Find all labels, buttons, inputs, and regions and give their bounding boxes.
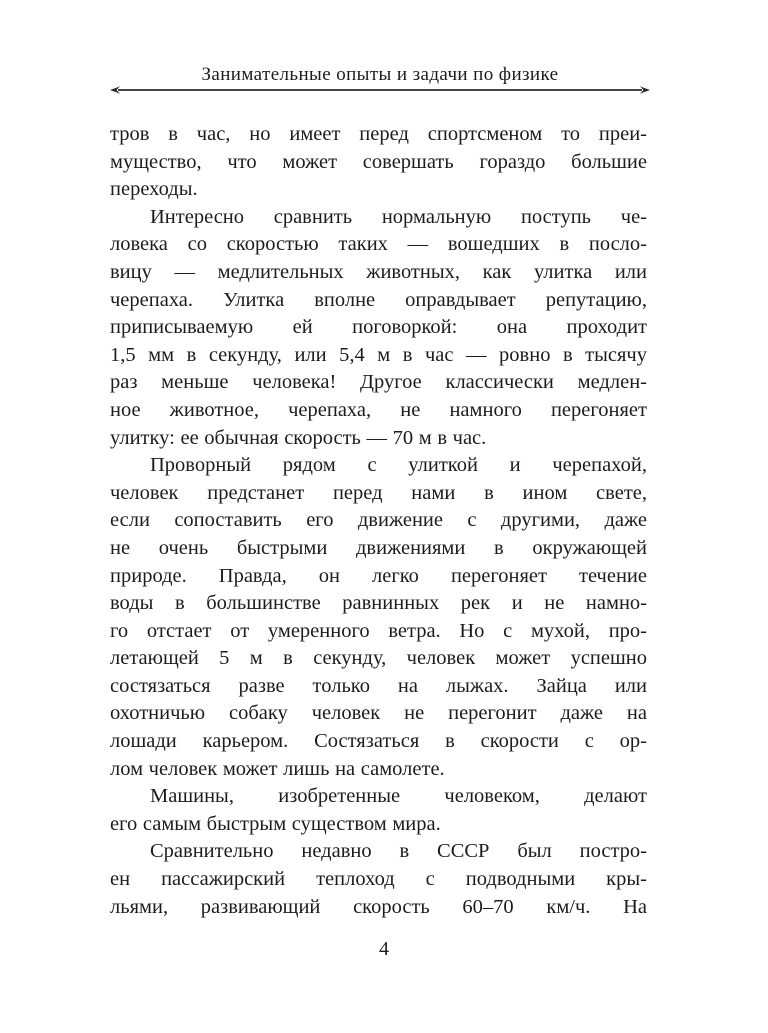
text-line: Сравнительно недавно в СССР был постро- (150, 840, 647, 863)
text-line: не очень быстрыми движениями в окружающей (110, 536, 647, 559)
text-line: улитку: ее обычная скорость — 70 м в час. (110, 426, 487, 449)
text-line: состязаться разве только на лыжах. Зайца или (110, 674, 647, 697)
text-line: вицу — медлительных животных, как улитка или (110, 260, 647, 283)
paragraph (110, 121, 647, 204)
text-line: лом человек может лишь на самолете. (110, 757, 445, 780)
paragraph (110, 838, 647, 921)
text-line: раз меньше человека! Другое классически медлен- (110, 371, 647, 394)
text-line: Машины, изобретенные человеком, делают (150, 785, 647, 808)
text-line: ен пассажирский теплоход с подводными кры- (110, 868, 647, 891)
text-line: льями, развивающий скорость 60–70 км/ч. На (110, 895, 647, 918)
text-line: черепаха. Улитка вполне оправдывает репутацию, (110, 288, 647, 311)
text-line: ловека со скоростью таких — вошедших в посло- (110, 233, 647, 256)
paragraph (110, 783, 647, 838)
text-line: переходы. (110, 178, 198, 201)
text-line: Проворный рядом с улиткой и черепахой, (150, 454, 647, 477)
paragraph (110, 452, 647, 783)
page-number: 4 (379, 938, 389, 960)
text-line: его самым быстрым существом мира. (110, 812, 441, 835)
text-line: тров в час, но имеет перед спортсменом то преи- (110, 123, 647, 145)
running-header-title: Занимательные опыты и задачи по физике (201, 64, 559, 85)
text-line: если сопоставить его движение с другими, даже (110, 509, 647, 532)
text-line: лошади карьером. Состязаться в скорости с ор- (110, 730, 647, 753)
text-line: Интересно сравнить нормальную поступь че- (150, 205, 647, 228)
paragraph (110, 204, 647, 452)
text-line: приписываемую ей поговоркой: она проходит (110, 316, 647, 339)
text-block (110, 121, 647, 921)
text-line: воды в большинстве равнинных рек и не намно- (110, 592, 647, 615)
header-rule (110, 84, 650, 96)
text-line: го отстает от умеренного ветра. Но с мухой, про- (110, 619, 647, 642)
text-line: охотничью собаку человек не перегонит даже на (110, 702, 647, 725)
text-line: человек предстанет перед нами в ином свете, (110, 481, 647, 504)
text-line: природе. Правда, он легко перегоняет течение (110, 564, 647, 587)
text-line: мущество, что может совершать гораздо большие (110, 150, 647, 173)
text-line: ное животное, черепаха, не намного перегоняет (110, 398, 647, 421)
text-line: 1,5 мм в секунду, или 5,4 м в час — ровно в тысячу (110, 343, 647, 366)
text-line: летающей 5 м в секунду, человек может успешно (110, 647, 647, 670)
